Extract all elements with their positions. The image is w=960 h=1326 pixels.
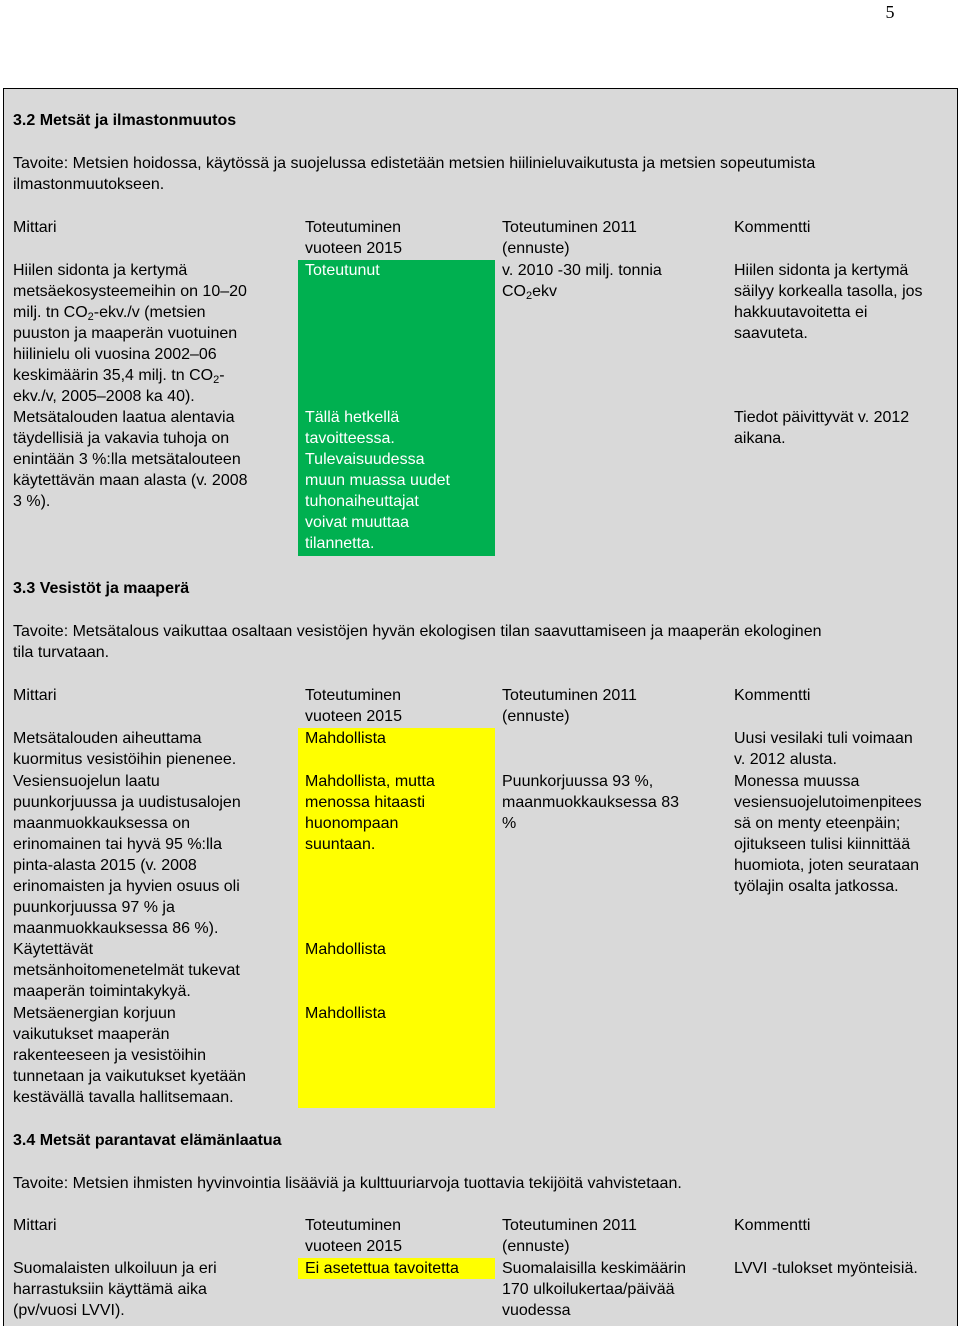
indicator-text: Metsätalouden laatua alentavia täydellisiä ja vakavia tuhoja on enintään 3 %:lla metsätalouteen käytettävän maan alasta (v. 2008 3 %). [13,409,248,510]
indicator-text: Metsätalouden aiheuttama kuormitus vesistöihin pienenee. [13,730,237,768]
indicator-text: Käytettävät metsänhoitomenetelmät tukevat maaperän toimintakykyä. [13,941,240,1000]
status-cell: Ei asetettua tavoitetta [298,1258,495,1279]
header-toteutuminen-2015: Toteutuminen vuoteen 2015 [305,219,402,257]
indicator-text: Hiilen sidonta ja kertymä metsäekosysteemeihin on 10–20 milj. tn $CO_2-ekv./v$ (metsien puuston ja maaperän vuotuinen hiilinielu oli vuosina 2002–06 keskimäärin 35,4 milj. tn $CO_2-$ ekv./v, 2005–2008 ka 40). [13,262,247,405]
indicator-table [3,88,958,1326]
header-toteutuminen-2011: Toteutuminen 2011 (ennuste) [502,687,637,725]
forecast-cell [495,1003,727,1108]
table-row [6,1003,959,1108]
goal-line: Tavoite: Metsien ihmisten hyvinvointia lisääviä ja kulttuuriarvoja tuottavia tekijöitä vahvistetaan. [13,1175,682,1192]
status-cell: Toteutunut [298,260,495,407]
header-mittari: Mittari [13,687,57,704]
indicator-text: Metsäenergian korjuun vaikutukset maaperän rakenteeseen ja vesistöihin tunnetaan ja vaikutukset kyetään kestävällä tavalla hallitsemaan. [13,1005,247,1106]
table-row [6,1258,959,1321]
forecast-cell: v. 2010 -30 milj. tonnia $CO_2ekv$ [502,262,662,302]
goal-line: Tavoite: Metsätalous vaikuttaa osaltaan vesistöjen hyvän ekologisen tilan saavuttamiseen ja maaperän ekologinen [13,623,822,640]
forecast-cell: Suomalaisilla keskimäärin 170 ulkoilukertaa/päivää vuodessa [502,1260,687,1319]
header-mittari: Mittari [13,219,57,236]
header-toteutuminen-2011: Toteutuminen 2011 (ennuste) [502,1217,637,1255]
header-toteutuminen-2015: Toteutuminen vuoteen 2015 [305,687,402,725]
section-title: 3.3 Vesistöt ja maaperä [13,580,190,597]
section-title: 3.4 Metsät parantavat elämänlaatua [13,1132,282,1149]
comment-cell: Tiedot päivittyvät v. 2012 aikana. [734,409,910,447]
header-kommentti: Kommentti [734,1217,811,1234]
goal-line: tila turvataan. [13,644,110,661]
table-row [6,407,959,556]
comment-cell: Monessa muussa vesiensuojelutoimenpitees sä on menty eteenpäin; ojitukseen tulisi kiinnittää huomiota, joten seurataan työlajin osalta jatkossa. [734,773,922,895]
indicator-text: Suomalaisten ulkoiluun ja eri harrastuksiin käyttämä aika (pv/vuosi LVVI). [13,1260,217,1319]
table-header-row [6,217,959,259]
status-cell: Mahdollista [298,939,495,1003]
table-row [6,728,959,771]
table-row [6,260,959,407]
forecast-cell [495,407,727,556]
comment-cell: Uusi vesilaki tuli voimaan v. 2012 alusta. [734,730,913,768]
page-number: 5 [885,2,895,22]
comment-cell: Hiilen sidonta ja kertymä säilyy korkealla tasolla, jos hakkuutavoitetta ei saavuteta. [734,262,923,342]
header-toteutuminen-2011: Toteutuminen 2011 (ennuste) [502,219,637,257]
forecast-cell [495,939,727,1003]
status-cell: Mahdollista [298,1003,495,1108]
comment-cell: LVVI -tulokset myönteisiä. [734,1260,918,1277]
table-header-row [6,685,959,727]
status-cell: Mahdollista [298,728,495,771]
forecast-cell: Puunkorjuussa 93 %, maanmuokkauksessa 83 % [502,773,679,832]
table-header-row [6,1215,959,1257]
comment-cell [727,1003,959,1108]
header-kommentti: Kommentti [734,219,811,236]
section-title: 3.2 Metsät ja ilmastonmuutos [13,112,237,129]
goal-line: ilmastonmuutokseen. [13,176,165,193]
comment-cell [727,939,959,1003]
table-row [6,939,959,1003]
table-row [6,771,959,939]
section-goal [6,153,822,195]
goal-line: Tavoite: Metsien hoidossa, käytössä ja suojelussa edistetään metsien hiilinieluvaikutusta ja metsien sopeutumista [13,155,816,172]
header-kommentti: Kommentti [734,687,811,704]
header-toteutuminen-2015: Toteutuminen vuoteen 2015 [305,1217,402,1255]
status-cell: Tällä hetkellä tavoitteessa. Tulevaisuudessa muun muassa uudet tuhonaiheuttajat voivat muuttaa tilannetta. [298,407,495,556]
section-goal [6,1173,689,1194]
indicator-text: Vesiensuojelun laatu puunkorjuussa ja uudistusalojen maanmuokkauksessa on erinomainen tai hyvä 95 %:lla pinta-alasta 2015 (v. 2008 erinomaisten ja hyvien osuus oli puunkorjuussa 97 % ja maanmuokkauksessa 86 %). [13,773,241,937]
status-cell: Mahdollista, mutta menossa hitaasti huonompaan suuntaan. [298,771,495,939]
forecast-cell [495,728,727,771]
header-mittari: Mittari [13,1217,57,1234]
section-goal [6,621,829,663]
